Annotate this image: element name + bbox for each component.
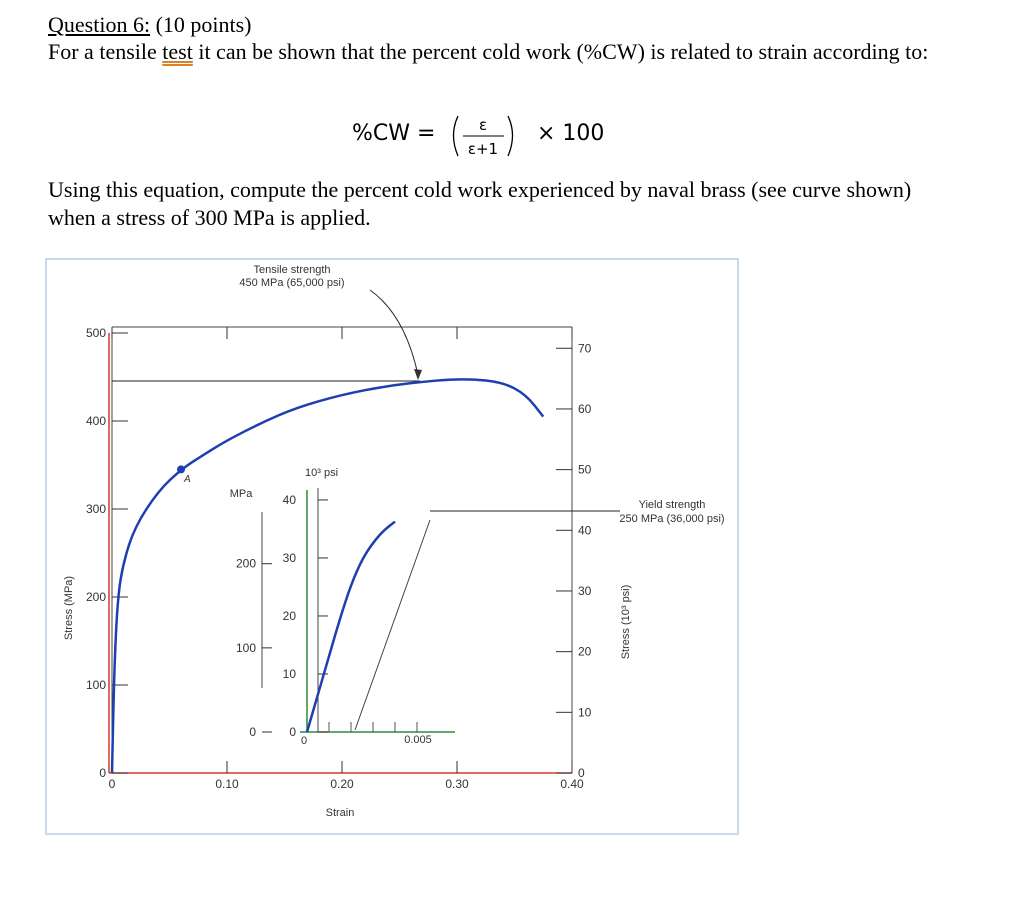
y-tick-label: 0	[99, 766, 106, 780]
y2-tick-label: 10	[578, 705, 592, 720]
tensile-arrow	[370, 290, 418, 375]
question-text-task: Using this equation, compute the percent cold work experienced by naval brass (see curve shown) when a stress of 300 MPa is applied.	[48, 177, 912, 230]
y2-tick-label: 30	[578, 583, 592, 598]
inset-psi-label: 10³ psi	[305, 467, 339, 479]
inset-mpa-tick-label: 200	[235, 556, 256, 571]
point-a-marker	[177, 465, 185, 473]
intro-part-2: it can be shown that the percent cold work (%CW) is related to strain according to:	[192, 39, 929, 64]
y2-tick-label: 20	[578, 644, 592, 659]
x-tick-label: 0	[108, 777, 116, 791]
x-tick-label: 0.30	[445, 777, 469, 791]
inset-elastic-curve	[307, 522, 395, 732]
yield-strength-annotation	[619, 499, 724, 525]
question-number: Question 6:	[48, 12, 151, 37]
y-axis-label: Stress (MPa)	[63, 575, 75, 641]
inset-ticks	[236, 493, 417, 739]
inset-psi-tick-label: 0	[289, 725, 296, 739]
inset-mpa-tick-label: 0	[249, 725, 256, 739]
equation-numerator: ε	[478, 116, 488, 134]
y-tick-label: 100	[85, 678, 106, 692]
tensile-arrowhead	[414, 369, 422, 380]
inset-x-tick-start: 0	[300, 735, 308, 747]
chart-marks	[112, 379, 543, 773]
yield-annotation-line-1: Yield strength	[638, 499, 706, 511]
y2-tick-label: 70	[578, 341, 592, 356]
stress-strain-curve	[112, 379, 543, 773]
y2-tick-label: 40	[578, 523, 592, 538]
y2-axis-label: Stress (10³ psi)	[620, 584, 632, 660]
inset-mpa-label: MPa	[229, 488, 253, 500]
y-tick-label: 300	[85, 502, 106, 516]
inset-x-tick-end: 0.005	[404, 734, 432, 746]
y-tick-label: 500	[85, 326, 106, 340]
point-a-label: A	[184, 474, 191, 485]
inset-mpa-tick-label: 100	[235, 640, 256, 655]
question-points: (10 points)	[155, 12, 252, 37]
intro-word-test: test	[162, 39, 193, 64]
x-axis-label: Strain	[325, 807, 355, 819]
equation-denominator: ε+1	[467, 140, 499, 158]
y2-tick-label: 0	[578, 766, 585, 780]
x-tick-label: 0.10	[215, 777, 239, 791]
inset-psi-tick-label: 40	[282, 492, 296, 507]
x-tick-label: 0.40	[560, 777, 584, 791]
inset-psi-tick-label: 10	[282, 666, 296, 681]
y-tick-label: 200	[85, 590, 106, 604]
intro-part-1: For a tensile	[48, 39, 163, 64]
y2-tick-label: 50	[578, 462, 592, 477]
y-tick-label: 400	[85, 414, 106, 428]
tensile-annotation-line-1: Tensile strength	[253, 264, 331, 276]
yield-annotation-line-2: 250 MPa (36,000 psi)	[619, 513, 725, 525]
inset-psi-tick-label: 30	[282, 550, 296, 565]
inset-psi-tick-label: 20	[282, 608, 296, 623]
equation-lhs: %CW =	[352, 121, 436, 146]
tensile-strength-annotation	[239, 264, 344, 289]
y2-tick-label: 60	[578, 401, 592, 416]
chart-static-layer	[63, 264, 725, 819]
equation-rhs: × 100	[537, 121, 605, 146]
tensile-annotation-line-2: 450 MPa (65,000 psi)	[239, 277, 345, 289]
x-tick-label: 0.20	[330, 777, 354, 791]
